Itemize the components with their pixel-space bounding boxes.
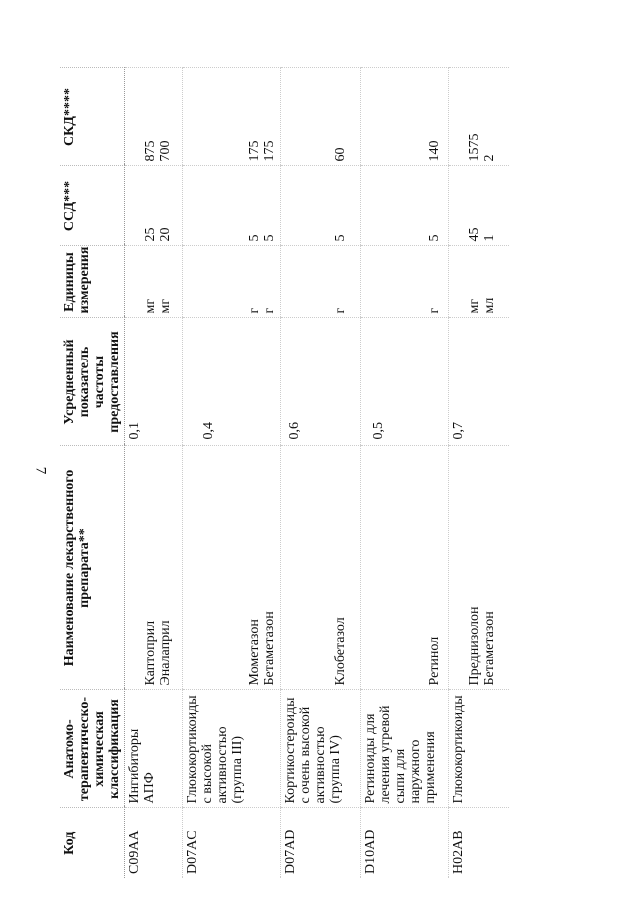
atc-cell: Глюкокортикоиды bbox=[449, 690, 509, 808]
skd-value: 60 bbox=[333, 147, 348, 162]
indicator-cell: 0,6 bbox=[281, 318, 361, 446]
ssd-cell bbox=[361, 166, 449, 246]
header-indicator: Усредненный показатель частоты предоставления bbox=[60, 318, 125, 446]
code-cell: D10AD bbox=[361, 808, 449, 878]
drug-name: Клобетазол bbox=[333, 617, 348, 686]
drug-cell bbox=[361, 446, 449, 690]
header-ssd: ССД*** bbox=[60, 166, 125, 246]
code-cell: C09AA bbox=[125, 808, 183, 878]
unit-cell bbox=[281, 246, 361, 318]
unit-cell bbox=[125, 246, 183, 318]
drug-name: Каптоприл bbox=[143, 620, 158, 686]
skd-value: 875 bbox=[143, 140, 158, 162]
ssd-value: 25 bbox=[143, 227, 158, 242]
table-header-row bbox=[60, 68, 125, 878]
skd-value: 700 bbox=[158, 140, 173, 162]
indicator-cell: 0,1 bbox=[125, 318, 183, 446]
drug-cell bbox=[449, 446, 509, 690]
header-unit: Единицы измерения bbox=[60, 246, 125, 318]
skd-value: 175 bbox=[247, 140, 262, 162]
header-code: Код bbox=[60, 808, 125, 878]
unit-value: мл bbox=[482, 297, 497, 314]
unit-value: мг bbox=[143, 298, 158, 314]
unit-value: г bbox=[427, 307, 442, 314]
rotated-table-sheet bbox=[60, 68, 540, 878]
skd-value: 140 bbox=[427, 140, 442, 162]
ssd-value: 5 bbox=[427, 234, 442, 242]
header-atc: Анатомо-терапевтическо-химическая классификация bbox=[60, 690, 125, 808]
ssd-value: 5 bbox=[247, 234, 262, 242]
ssd-value: 1 bbox=[482, 234, 497, 242]
indicator-cell: 0,7 bbox=[449, 318, 509, 446]
ssd-value: 5 bbox=[333, 234, 348, 242]
table-row bbox=[183, 68, 281, 878]
table-row bbox=[281, 68, 361, 878]
code-cell: H02AB bbox=[449, 808, 509, 878]
header-skd: СКД**** bbox=[60, 68, 125, 166]
unit-value: г bbox=[262, 307, 277, 314]
drug-cell bbox=[183, 446, 281, 690]
drug-name: Мометазон bbox=[247, 619, 262, 686]
skd-value: 175 bbox=[262, 140, 277, 162]
ssd-cell bbox=[281, 166, 361, 246]
ssd-cell bbox=[183, 166, 281, 246]
unit-value: г bbox=[247, 307, 262, 314]
table-row bbox=[361, 68, 449, 878]
ssd-cell bbox=[449, 166, 509, 246]
indicator-cell: 0,5 bbox=[361, 318, 449, 446]
skd-cell bbox=[449, 68, 509, 166]
table-row bbox=[125, 68, 183, 878]
header-drug: Наименование лекарственного препарата** bbox=[60, 446, 125, 690]
atc-cell: Кортикостероиды с очень высокой активностью (группа IV) bbox=[281, 690, 361, 808]
atc-cell: Ретиноиды для лечения угревой сыпи для наружного применения bbox=[361, 690, 449, 808]
skd-cell bbox=[183, 68, 281, 166]
unit-value: мг bbox=[158, 298, 173, 314]
drug-name: Бетаметазон bbox=[482, 611, 497, 686]
ssd-value: 45 bbox=[467, 227, 482, 242]
code-cell: D07AC bbox=[183, 808, 281, 878]
ssd-cell bbox=[125, 166, 183, 246]
unit-value: мг bbox=[467, 298, 482, 314]
skd-cell bbox=[125, 68, 183, 166]
unit-cell bbox=[449, 246, 509, 318]
drug-name: Ретинол bbox=[427, 636, 442, 686]
ssd-value: 20 bbox=[158, 227, 173, 242]
unit-value: г bbox=[333, 307, 348, 314]
skd-cell bbox=[281, 68, 361, 166]
ssd-value: 5 bbox=[262, 234, 277, 242]
skd-value: 2 bbox=[482, 154, 497, 162]
drug-table bbox=[60, 68, 509, 879]
unit-cell bbox=[183, 246, 281, 318]
indicator-cell: 0,4 bbox=[183, 318, 281, 446]
skd-value: 1575 bbox=[467, 133, 482, 162]
drug-name: Бетаметазон bbox=[262, 611, 277, 686]
atc-cell: Глюкокортикоиды с высокой активностью (группа III) bbox=[183, 690, 281, 808]
page-number: 7 bbox=[32, 466, 49, 475]
drug-cell bbox=[125, 446, 183, 690]
drug-cell bbox=[281, 446, 361, 690]
skd-cell bbox=[361, 68, 449, 166]
drug-name: Преднизолон bbox=[467, 606, 482, 686]
table-row bbox=[449, 68, 509, 878]
unit-cell bbox=[361, 246, 449, 318]
atc-cell: Ингибиторы АПФ bbox=[125, 690, 183, 808]
code-cell: D07AD bbox=[281, 808, 361, 878]
drug-name: Эналаприл bbox=[158, 620, 173, 686]
